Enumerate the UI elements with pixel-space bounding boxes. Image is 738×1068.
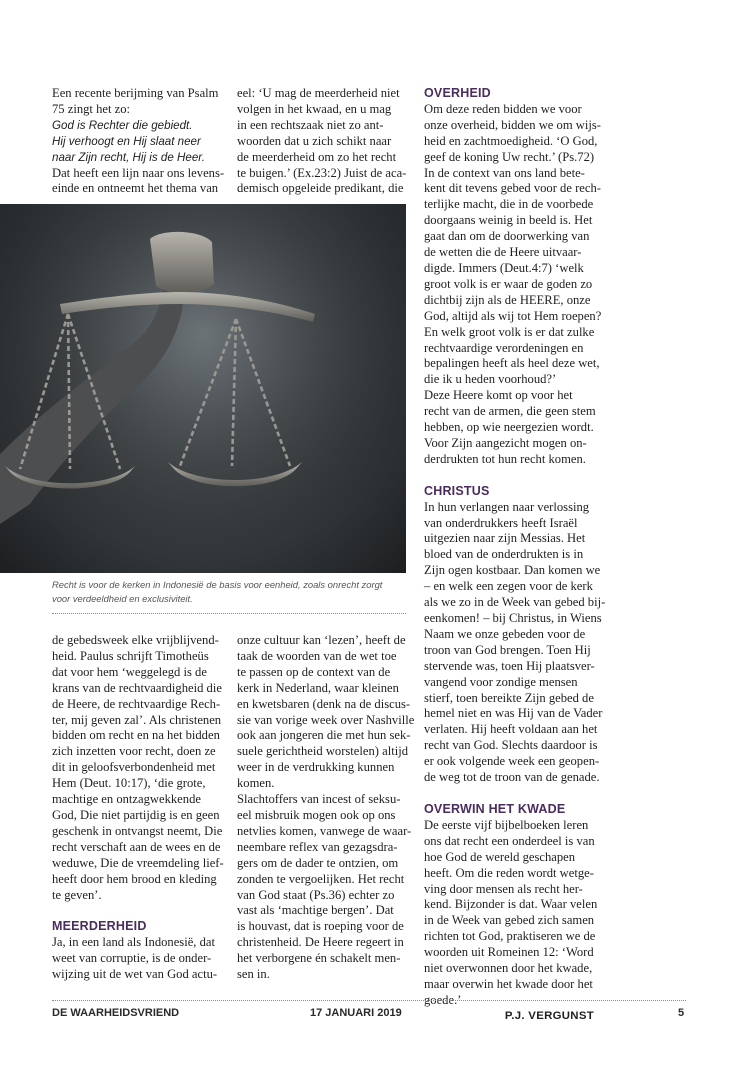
- text-line: Voor Zijn aangezicht mogen on-: [424, 435, 587, 450]
- text-line: de weg tot de troon van de genade.: [424, 770, 600, 785]
- text-line: zonden te vergoelijken. Het recht: [237, 871, 405, 886]
- text-line: zich inzetten voor recht, doen ze: [52, 744, 216, 759]
- text-line: heeft door hem brood en kleding: [52, 871, 217, 886]
- text-line: In de context van ons land bete-: [424, 165, 585, 180]
- col1-top: [52, 86, 225, 197]
- col3-p1: [424, 101, 602, 468]
- text-line: groot volk is er waar de goden zo: [424, 276, 593, 291]
- text-line: weer in de verdrukking kunnen: [237, 760, 395, 775]
- text-line: ook aan jongeren die met hun sek-: [237, 728, 411, 743]
- text-line: rechtvaardige verordeningen en: [424, 340, 584, 355]
- col1-bottom-lines: [52, 633, 224, 903]
- col3-p3: [424, 817, 598, 1009]
- scales-photo: [0, 204, 406, 573]
- text-line: hemel niet en was Hij van de Vader: [424, 706, 603, 721]
- text-line: die ik u heden voorhoud?’: [424, 372, 557, 387]
- text-line: dichtbij zijn als de HEERE, onze: [424, 292, 591, 307]
- text-line: eel: ‘U mag de meerderheid niet: [237, 86, 400, 100]
- text-line: weduwe, Die de vreemdeling lief-: [52, 855, 224, 870]
- text-line: – en welk een zegen voor de kerk: [424, 579, 593, 594]
- text-line: recht van de armen, die geen stem: [424, 404, 596, 419]
- text-line: eenkomen! – bij Christus, in Wiens: [424, 611, 602, 625]
- text-line: kent dit tevens gebed voor de rech-: [424, 181, 601, 196]
- text-line: De eerste vijf bijbelboeken leren: [424, 817, 589, 832]
- text-line: als we zo in de Week van gebed bij-: [424, 595, 606, 610]
- text-line: Naam we onze gebeden voor de: [424, 626, 586, 641]
- text-line: dat voor hem ‘weggelegd is de: [52, 664, 207, 679]
- text-line: woorden uit Romeinen 12: ‘Word: [424, 945, 594, 960]
- text-line: het verborgene én schakelt men-: [237, 951, 401, 966]
- footer-publication: DE WAARHEIDSVRIEND: [52, 1007, 180, 1019]
- text-line: kend. Bijzonder is dat. Waar velen: [424, 897, 598, 912]
- heading-meerderheid: MEERDERHEID: [52, 919, 147, 934]
- footer: [0, 1007, 738, 1027]
- text-line: Hij verhoogt en Hij slaat neer: [52, 134, 201, 148]
- text-line: te buigen.’ (Ex.23:2) Juist de aca-: [237, 165, 407, 180]
- footer-date: 17 JANUARI 2019: [310, 1007, 402, 1019]
- text-line: netvlies komen, vanwege de waar-: [237, 823, 412, 838]
- footer-page-number: 5: [678, 1007, 685, 1019]
- text-line: machtige en ontzagwekkende: [52, 792, 201, 807]
- text-line: suele gerichtheid worstelen) altijd: [237, 744, 409, 759]
- text-line: Hem (Deut. 10:17), ‘die grote,: [52, 776, 206, 791]
- text-line: 75 zingt het zo:: [52, 101, 130, 116]
- text-line: de Heere, de rechtvaardige Rech-: [52, 696, 221, 711]
- text-line: krans van de rechtvaardigheid die: [52, 680, 222, 695]
- text-line: onze overheid, bidden we om wijs-: [424, 117, 601, 132]
- text-line: Dat heeft een lijn naar ons levens-: [52, 165, 225, 180]
- heading-overwin: OVERWIN HET KWADE: [424, 801, 566, 816]
- text-line: bidden om recht en na het bidden: [52, 728, 220, 743]
- text-line: christenheid. De Heere regeert in: [237, 935, 404, 950]
- text-line: terlijke macht, die in de voorbede: [424, 197, 594, 212]
- text-line: Een recente berijming van Psalm: [52, 86, 219, 100]
- col2-top: [237, 86, 409, 197]
- text-line: in de Week van gebed zich samen: [424, 913, 595, 928]
- text-line: geef de koning Uw recht.’ (Ps.72): [424, 149, 595, 164]
- text-line: maar overwin het kwade door het: [424, 976, 593, 991]
- author-name: P.J. VERGUNST: [504, 1009, 594, 1022]
- footer-divider: [52, 1000, 686, 1001]
- photo-caption: Recht is voor de kerken in Indonesië de basis voor eenheid, zoals onrecht zorgt voor verdeeldheid en exclusiviteit.: [52, 579, 383, 604]
- text-line: demisch opgeleide predikant, die: [237, 181, 404, 196]
- text-line: En welk groot volk is er dat zulke: [424, 324, 595, 339]
- text-line: te geven’.: [52, 887, 102, 902]
- text-line: de meerderheid om zo het recht: [237, 149, 397, 164]
- heading-christus: CHRISTUS: [424, 483, 490, 498]
- text-line: ter, mij geven zal’. Als christenen: [52, 712, 222, 727]
- text-line: er ook volgende week een geopen-: [424, 754, 600, 769]
- scales-of-justice-icon: [0, 204, 406, 573]
- text-line: Slachtoffers van incest of seksu-: [237, 792, 401, 807]
- text-line: gers om de dader te ontzien, om: [237, 855, 399, 870]
- text-line: woorden dat u zich schikt naar: [237, 133, 392, 148]
- text-line: heid en zachtmoedigheid. ‘O God,: [424, 133, 598, 148]
- text-line: bloed van de onderdrukten is in: [424, 547, 584, 562]
- text-line: ving door mensen als recht her-: [424, 881, 583, 896]
- heading-overheid: OVERHEID: [424, 86, 491, 100]
- text-line: In hun verlangen naar verlossing: [424, 499, 590, 514]
- text-line: stierf, toen bereikte Zijn gebed de: [424, 690, 594, 705]
- text-line: God, Die niet partijdig is en geen: [52, 807, 220, 822]
- text-line: hoe God de wereld geschapen: [424, 849, 576, 864]
- text-line: vangend voor zondige mensen: [424, 674, 578, 689]
- col1-top-lines: [52, 86, 222, 118]
- text-line: Ja, in een land als Indonesië, dat: [52, 935, 215, 950]
- text-line: in een rechtszaak niet zo ant-: [237, 117, 384, 132]
- text-line: komen.: [237, 776, 275, 791]
- text-line: troon van God brengen. Toen Hij: [424, 642, 591, 657]
- text-line: heeft. Om die reden wordt wetge-: [424, 865, 594, 880]
- col3: [424, 86, 606, 1025]
- text-line: wijzing uit de wet van God actu-: [52, 967, 218, 982]
- col1-bottom: [52, 633, 224, 983]
- text-line: ons dat recht een onderdeel is van: [424, 833, 595, 848]
- text-line: dit in geloofsverbondenheid met: [52, 760, 216, 775]
- text-line: geschenk in ontvangst neemt, Die: [52, 823, 223, 838]
- text-line: de gebedsweek elke vrijblijvend-: [52, 633, 219, 647]
- col3-p2: [424, 499, 606, 786]
- text-line: gaat dan om de doorwerking van: [424, 229, 590, 244]
- text-line: recht verschaft aan de wees en de: [52, 839, 221, 854]
- text-line: stervende was, toen Hij plaatsver-: [424, 658, 595, 673]
- text-line: sie van vorige week over Nashville: [237, 712, 415, 727]
- col2-top-lines: [237, 86, 409, 197]
- text-line: heid. Paulus schrijft Timotheüs: [52, 648, 209, 663]
- text-line: sen in.: [237, 967, 270, 982]
- text-line: is houvast, dat is roeping voor de: [237, 919, 404, 934]
- text-line: goede.’: [424, 992, 462, 1007]
- text-line: eel misbruik mogen ook op ons: [237, 807, 396, 822]
- col2-bottom-lines: [237, 633, 415, 983]
- text-line: Deze Heere komt op voor het: [424, 388, 573, 403]
- text-line: neembare reflex van gezagsdra-: [237, 839, 398, 854]
- text-line: Om deze reden bidden we voor: [424, 101, 582, 116]
- col1-top-after: [52, 165, 225, 198]
- text-line: doorgaans weinig in beeld is. Het: [424, 213, 593, 228]
- caption-divider: [52, 613, 406, 614]
- text-line: kerk in Nederland, waar kleinen: [237, 680, 399, 695]
- text-line: recht van God. Slechts daardoor is: [424, 738, 598, 753]
- text-line: volgen in het kwaad, en u mag: [237, 101, 392, 116]
- text-line: bepalingen heeft als heel deze wet,: [424, 356, 600, 371]
- text-line: taak de woorden van de wet toe: [237, 648, 397, 663]
- text-line: en kwetsbaren (denk na de discus-: [237, 696, 411, 711]
- text-line: richten tot God, praktiseren we de: [424, 929, 596, 944]
- text-line: niet overwonnen door het kwade,: [424, 961, 593, 976]
- text-line: Zijn ogen kostbaar. Dan komen we: [424, 563, 601, 578]
- text-line: God is Rechter die gebiedt.: [52, 118, 193, 132]
- text-line: van onderdrukkers heeft Israël: [424, 515, 578, 530]
- text-line: van God staat (Ps.36) echter zo: [237, 887, 395, 902]
- text-line: derdrukten tot hun recht komen.: [424, 451, 586, 466]
- col2-bottom: [237, 633, 415, 983]
- text-line: te passen op de context van de: [237, 664, 391, 679]
- psalm-verse: [52, 118, 222, 166]
- text-line: de wetten die de Heere uitvaar-: [424, 245, 582, 260]
- text-line: naar Zijn recht, Hij is de Heer.: [52, 150, 205, 164]
- text-line: verlaten. Hij heeft voldaan aan het: [424, 722, 598, 737]
- text-line: God, altijd als wij tot Hem roepen?: [424, 308, 602, 323]
- text-line: onze cultuur kan ‘lezen’, heeft de: [237, 633, 406, 647]
- text-line: hebben, op wie neergezien wordt.: [424, 420, 594, 435]
- text-line: digde. Immers (Deut.4:7) ‘welk: [424, 260, 584, 275]
- text-line: uitgezien naar zijn Messias. Het: [424, 531, 586, 546]
- text-line: einde en ontneemt het thema van: [52, 181, 219, 196]
- col1-bottom-after: [52, 935, 224, 983]
- text-line: vast als ‘machtige bergen’. Dat: [237, 903, 394, 918]
- text-line: weet van corruptie, is de onder-: [52, 951, 212, 966]
